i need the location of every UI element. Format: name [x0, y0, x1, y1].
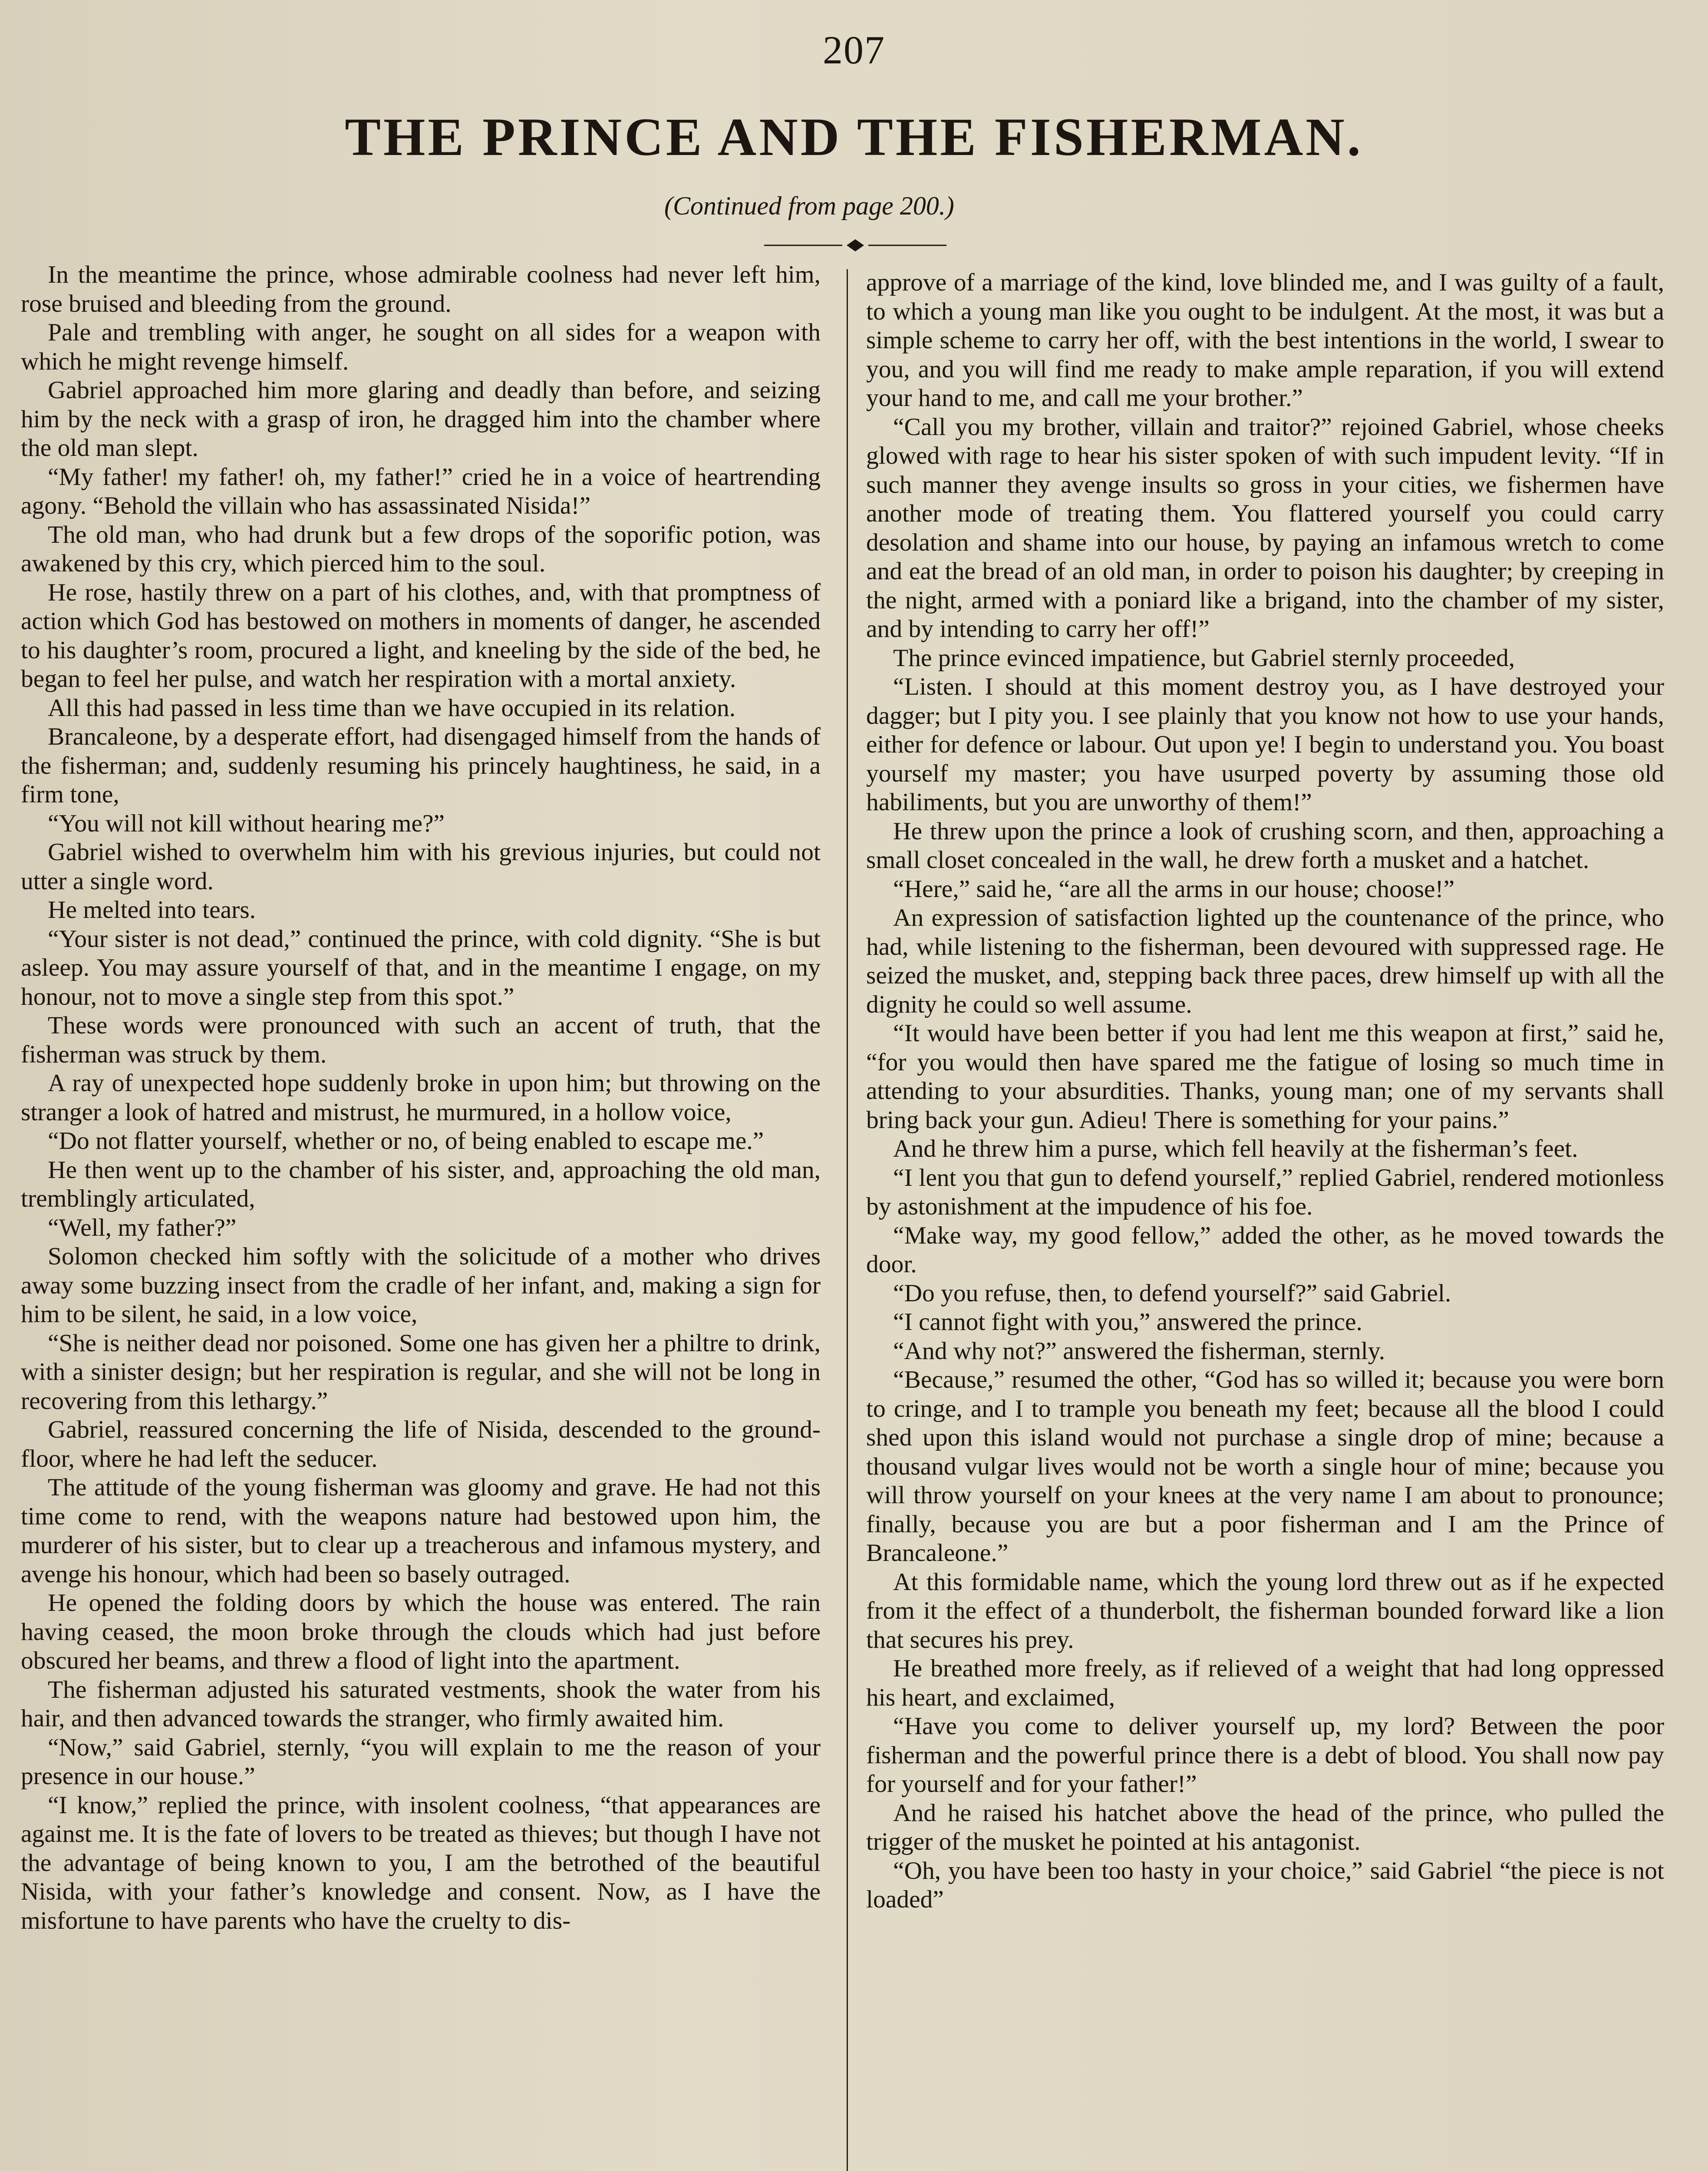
paragraph: “Now,” said Gabriel, sternly, “you will explain to me the reason of your presence in our house.” [21, 1733, 821, 1790]
paragraph: “Well, my father?” [48, 1214, 237, 1241]
paragraph: And he raised his hatchet above the head of the prince, who pulled the trigger of the musket he pointed at his antagonist. [866, 1799, 1664, 1855]
paragraph: Gabriel approached him more glaring and deadly than before, and seizing him by the neck with a grasp of iron, he dragged him into the chamber where the old man slept. [21, 376, 821, 462]
paragraph: The attitude of the young fisherman was gloomy and grave. He had not this time come to rend, with the weapons nature had bestowed upon him, the murderer of his sister, but to clear up a treacherous and infamous mystery, and avenge his honour, which had been so basely outraged. [21, 1474, 821, 1588]
ornament-divider-icon [764, 232, 946, 258]
paragraph: All this had passed in less time than we have occupied in its relation. [48, 694, 736, 722]
paragraph: The old man, who had drunk but a few drops of the soporific potion, was awakened by this cry, which pierced him to the soul. [21, 521, 821, 577]
paragraph: These words were pronounced with such an accent of truth, that the fisherman was struck by them. [21, 1012, 821, 1068]
paragraph: “I lent you that gun to defend yourself,” replied Gabriel, rendered motionless by astonishment at the impudence of his foe. [866, 1164, 1664, 1220]
paragraph: And he threw him a purse, which fell heavily at the fisherman’s feet. [893, 1135, 1578, 1162]
paragraph: “She is neither dead nor poisoned. Some one has given her a philtre to drink, with a sinister design; but her respiration is regular, and she will not be long in recovering from this lethargy.” [21, 1329, 821, 1415]
paragraph: At this formidable name, which the young lord threw out as if he expected from it the effect of a thunderbolt, the fisherman bounded forward like a lion that secures his prey. [866, 1568, 1664, 1653]
paragraph: “Do you refuse, then, to defend yourself?” said Gabriel. [893, 1279, 1451, 1307]
article-title: THE PRINCE AND THE FISHERMAN. [345, 107, 1363, 167]
paragraph: “I cannot fight with you,” answered the prince. [893, 1308, 1362, 1336]
paragraph: “Have you come to deliver yourself up, my lord? Between the poor fisherman and the powerful prince there is a debt of blood. You shall now pay for yourself and for your father!” [866, 1712, 1664, 1798]
paragraph: “I know,” replied the prince, with insolent coolness, “that appearances are against me. It is the fate of lovers to be treated as thieves; but though I have not the advantage of being known to you, I am the betrothed of the beautiful Nisida, with your father’s knowledge and consent. Now, as I have the misfortune to have parents who have the cruelty to dis- [21, 1791, 821, 1934]
paragraph: “It would have been better if you had lent me this weapon at first,” said he, “for you would then have spared me the fatigue of losing so much time in attending to your absurdities. Thanks, young man; one of my servants shall bring back your gun. Adieu! There is something for your pains.” [866, 1020, 1664, 1134]
paragraph: “Here,” said he, “are all the arms in our house; choose!” [893, 875, 1455, 903]
paragraph: “Your sister is not dead,” continued the prince, with cold dignity. “She is but asleep. You may assure yourself of that, and in the meantime I engage, on my honour, not to move a single step from this spot.” [21, 925, 821, 1010]
page-number: 207 [823, 28, 885, 72]
paragraph: He breathed more freely, as if relieved of a weight that had long oppressed his heart, and exclaimed, [866, 1655, 1664, 1711]
paragraph: Brancaleone, by a desperate effort, had disengaged himself from the hands of the fisherman; and, suddenly resuming his princely haughtiness, he said, in a firm tone, [21, 723, 821, 808]
paragraph: “You will not kill without hearing me?” [48, 809, 445, 837]
paragraph: The prince evinced impatience, but Gabriel sternly proceeded, [893, 644, 1515, 672]
paragraph: He opened the folding doors by which the house was entered. The rain having ceased, the moon broke through the clouds which had just before obscured her beams, and threw a flood of light into the apartment. [21, 1589, 821, 1674]
paragraph: Gabriel wished to overwhelm him with his grevious injuries, but could not utter a single word. [21, 838, 821, 895]
paragraph: He then went up to the chamber of his sister, and, approaching the old man, tremblingly articulated, [21, 1156, 821, 1212]
paragraph: He rose, hastily threw on a part of his clothes, and, with that promptness of action which God has bestowed on mothers in moments of danger, he ascended to his daughter’s room, procured a light, and kneeling by the side of the bed, he began to feel her pulse, and watch her respiration with a mortal anxiety. [21, 578, 821, 693]
paragraph: Gabriel, reassured concerning the life of Nisida, descended to the ground-floor, where he had left the seducer. [21, 1416, 821, 1472]
paragraph: approve of a marriage of the kind, love blinded me, and I was guilty of a fault, to which a young man like you ought to be indulgent. At the most, it was but a simple scheme to carry her off, with the best intentions in the world, I swear to you, and you will find me ready to make ample reparation, if you will extend your hand to me, and call me your brother.” [866, 269, 1664, 412]
continued-note: (Continued from page 200.) [664, 191, 954, 220]
right-column [866, 268, 1664, 1914]
paragraph: Pale and trembling with anger, he sought on all sides for a weapon with which he might revenge himself. [21, 319, 821, 375]
paragraph: “My father! my father! oh, my father!” cried he in a voice of heartrending agony. “Behold the villain who has assassinated Nisida!” [21, 463, 821, 519]
paragraph: “Because,” resumed the other, “God has so willed it; because you were born to cringe, and I to trample you beneath my feet; because all the blood I could shed upon this island would not purchase a single drop of mine; because a thousand vulgar lives would not be worth a single hour of mine; because you will throw yourself on your knees at the very name I am about to pronounce; finally, because you are but a poor fisherman and I am the Prince of Brancaleone.” [866, 1366, 1664, 1567]
paragraph: In the meantime the prince, whose admirable coolness had never left him, rose bruised and bleeding from the ground. [21, 261, 821, 317]
column-rule [847, 269, 848, 2171]
paragraph: An expression of satisfaction lighted up the countenance of the prince, who had, while listening to the fisherman, been devoured with suppressed rage. He seized the musket, and, stepping back three paces, drew himself up with all the dignity he could so well assume. [866, 904, 1664, 1018]
paragraph: He threw upon the prince a look of crushing scorn, and then, approaching a small closet concealed in the wall, he drew forth a musket and a hatchet. [866, 817, 1664, 874]
paragraph: “Oh, you have been too hasty in your choice,” said Gabriel “the piece is not loaded” [866, 1857, 1664, 1913]
paragraph: A ray of unexpected hope suddenly broke in upon him; but throwing on the stranger a look of hatred and mistrust, he murmured, in a hollow voice, [21, 1069, 821, 1126]
paragraph: “And why not?” answered the fisherman, sternly. [893, 1337, 1385, 1365]
paragraph: “Do not flatter yourself, whether or no, of being enabled to escape me.” [48, 1127, 764, 1155]
paragraph: The fisherman adjusted his saturated vestments, shook the water from his hair, and then advanced towards the stranger, who firmly awaited him. [21, 1676, 821, 1732]
paragraph: He melted into tears. [48, 896, 256, 924]
left-column [21, 261, 821, 1935]
paragraph: Solomon checked him softly with the solicitude of a mother who drives away some buzzing insect from the cradle of her infant, and, making a sign for him to be silent, he said, in a low voice, [21, 1243, 821, 1328]
paragraph: “Make way, my good fellow,” added the other, as he moved towards the door. [866, 1221, 1664, 1278]
paragraph: “Call you my brother, villain and traitor?” rejoined Gabriel, whose cheeks glowed with rage to hear his sister spoken of with such impudent levity. “If in such manner they avenge insults so gross in your cities, we fishermen have another mode of treating them. You flattered yourself you could carry desolation and shame into our house, by paying an infamous wretch to come and eat the bread of an old man, in order to poison his daughter; by creeping in the night, armed with a poniard like a brigand, into the chamber of my sister, and by intending to carry her off!” [866, 413, 1664, 643]
paragraph: “Listen. I should at this moment destroy you, as I have destroyed your dagger; but I pity you. I see plainly that you know not how to use your hands, either for defence or labour. Out upon ye! I begin to understand you. You boast yourself my master; you have usurped poverty by assuming those old habiliments, but you are unworthy of them!” [866, 673, 1664, 816]
